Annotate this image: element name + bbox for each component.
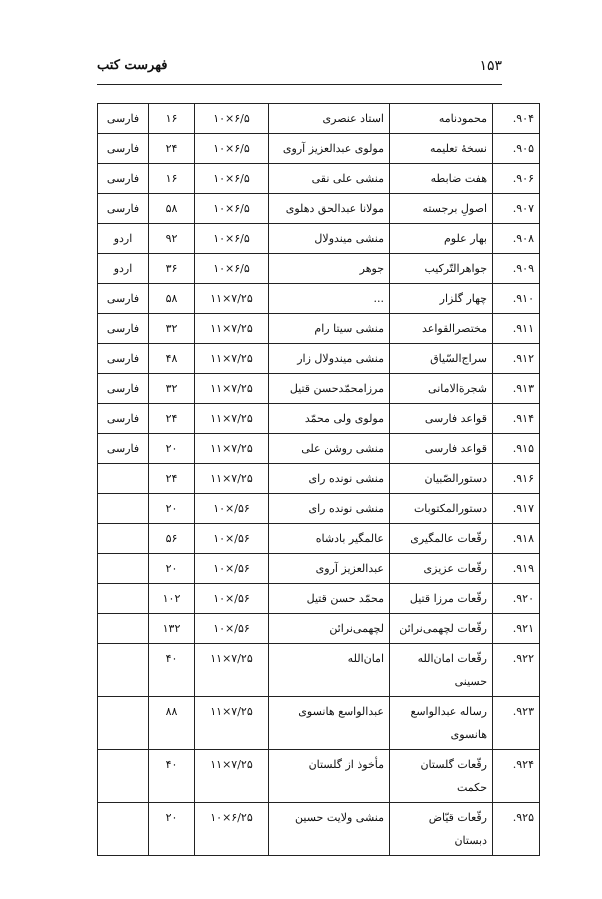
book-title: اصولِ برجسته — [390, 194, 493, 224]
book-language: فارسی — [98, 374, 149, 404]
book-language — [98, 464, 149, 494]
table-row — [98, 644, 540, 697]
entry-number: ۹۲۱. — [493, 614, 540, 644]
book-author: محمّد حسن قتیل — [269, 584, 390, 614]
entry-number: ۹۲۴. — [493, 750, 540, 803]
book-language: فارسی — [98, 164, 149, 194]
book-title: محمودنامه — [390, 104, 493, 134]
book-title: جواهرالتّرکیب — [390, 254, 493, 284]
table-row — [98, 554, 540, 584]
book-size: ۱۰×۶/۵ — [195, 104, 269, 134]
entry-number: ۹۱۳. — [493, 374, 540, 404]
page-count: ۴۸ — [149, 344, 195, 374]
table-row — [98, 374, 540, 404]
page-count: ۱۳۲ — [149, 614, 195, 644]
table-row — [98, 104, 540, 134]
book-author: مولانا عبدالحق دهلوی — [269, 194, 390, 224]
book-size: ۱۰×۶/۵ — [195, 164, 269, 194]
book-language — [98, 524, 149, 554]
table-row — [98, 254, 540, 284]
entry-number: ۹۰۸. — [493, 224, 540, 254]
book-title: نسخهٔ تعلیمه — [390, 134, 493, 164]
book-title: رقّعات قیّاض دبستان — [390, 803, 493, 856]
page-count: ۴۰ — [149, 750, 195, 803]
page-number: ۱۵۳ — [479, 58, 502, 74]
book-author: منشی ولایت حسین — [269, 803, 390, 856]
table-row — [98, 314, 540, 344]
book-author: مولوی عبدالعزیز آروی — [269, 134, 390, 164]
book-language: فارسی — [98, 314, 149, 344]
book-author: منشی سیتا رام — [269, 314, 390, 344]
book-language: فارسی — [98, 404, 149, 434]
book-author: استاد عنصری — [269, 104, 390, 134]
table-row — [98, 614, 540, 644]
page-count: ۱۶ — [149, 164, 195, 194]
book-title: قواعد فارسی — [390, 404, 493, 434]
table-row — [98, 344, 540, 374]
book-language — [98, 750, 149, 803]
book-author: عبدالعزیز آروی — [269, 554, 390, 584]
page-count: ۳۶ — [149, 254, 195, 284]
book-author: مأخوذ از گلستان — [269, 750, 390, 803]
book-size: ۱۱×۷/۲۵ — [195, 750, 269, 803]
book-language: فارسی — [98, 284, 149, 314]
book-author: منشی نونده رای — [269, 494, 390, 524]
table-row — [98, 697, 540, 750]
entry-number: ۹۲۵. — [493, 803, 540, 856]
book-language — [98, 614, 149, 644]
book-language — [98, 803, 149, 856]
entry-number: ۹۱۶. — [493, 464, 540, 494]
book-title: رقّعات عزیزی — [390, 554, 493, 584]
book-size: ۱۰×۶/۲۵ — [195, 803, 269, 856]
page-count: ۲۰ — [149, 494, 195, 524]
book-size: ۱۰×۶/۵ — [195, 224, 269, 254]
page-count: ۵۸ — [149, 194, 195, 224]
book-author: مولوی ولی محمّد — [269, 404, 390, 434]
page-count: ۸۸ — [149, 697, 195, 750]
page-count: ۲۴ — [149, 464, 195, 494]
table-row — [98, 164, 540, 194]
book-catalog-table — [97, 103, 540, 856]
page-count: ۵۶ — [149, 524, 195, 554]
book-size: ۱۰×/۵۶ — [195, 494, 269, 524]
book-title: رقّعات امان‌الله حسینی — [390, 644, 493, 697]
book-title: شجرةالامانی — [390, 374, 493, 404]
book-author: منشی روشن علی — [269, 434, 390, 464]
page-header — [97, 58, 502, 80]
book-size: ۱۱×۷/۲۵ — [195, 374, 269, 404]
book-size: ۱۱×۷/۲۵ — [195, 697, 269, 750]
book-author: عبدالواسع هانسوی — [269, 697, 390, 750]
page-count: ۲۰ — [149, 554, 195, 584]
book-author: لچهمی‌نرائن — [269, 614, 390, 644]
table-row — [98, 750, 540, 803]
table-row — [98, 194, 540, 224]
book-title: قواعد فارسی — [390, 434, 493, 464]
book-size: ۱۰×۶/۵ — [195, 194, 269, 224]
entry-number: ۹۱۵. — [493, 434, 540, 464]
page-count: ۱۶ — [149, 104, 195, 134]
entry-number: ۹۰۶. — [493, 164, 540, 194]
entry-number: ۹۰۵. — [493, 134, 540, 164]
page-count: ۳۲ — [149, 314, 195, 344]
book-title: دستورالمکتوبات — [390, 494, 493, 524]
book-size: ۱۰×۶/۵ — [195, 134, 269, 164]
book-title: چهار گلزار — [390, 284, 493, 314]
book-author: عالمگیر بادشاه — [269, 524, 390, 554]
entry-number: ۹۱۲. — [493, 344, 540, 374]
entry-number: ۹۰۷. — [493, 194, 540, 224]
entry-number: ۹۱۱. — [493, 314, 540, 344]
book-author: منشی میندولال — [269, 224, 390, 254]
table-row — [98, 434, 540, 464]
page-count: ۴۰ — [149, 644, 195, 697]
book-title: بهار علوم — [390, 224, 493, 254]
book-author: منشی علی نقی — [269, 164, 390, 194]
page-count: ۲۰ — [149, 803, 195, 856]
book-author: منشی نونده رای — [269, 464, 390, 494]
book-title: سراج‌السّیاق — [390, 344, 493, 374]
table-row — [98, 494, 540, 524]
table-row — [98, 134, 540, 164]
table-row — [98, 284, 540, 314]
book-language: اردو — [98, 224, 149, 254]
entry-number: ۹۱۴. — [493, 404, 540, 434]
table-row — [98, 404, 540, 434]
book-language: اردو — [98, 254, 149, 284]
table-row — [98, 803, 540, 856]
entry-number: ۹۱۹. — [493, 554, 540, 584]
entry-number: ۹۲۰. — [493, 584, 540, 614]
page-count: ۹۲ — [149, 224, 195, 254]
book-language: فارسی — [98, 344, 149, 374]
book-size: ۱۱×۷/۲۵ — [195, 434, 269, 464]
page-title: فهرست کتب — [97, 58, 168, 73]
book-title: رقّعات عالمگیری — [390, 524, 493, 554]
entry-number: ۹۱۸. — [493, 524, 540, 554]
table-row — [98, 224, 540, 254]
book-author: منشی میندولال زار — [269, 344, 390, 374]
book-size: ۱۰×/۵۶ — [195, 554, 269, 584]
book-size: ۱۱×۷/۲۵ — [195, 284, 269, 314]
entry-number: ۹۰۴. — [493, 104, 540, 134]
book-language — [98, 644, 149, 697]
book-size: ۱۰×/۵۶ — [195, 524, 269, 554]
book-language — [98, 554, 149, 584]
table-row — [98, 584, 540, 614]
book-title: رساله عبدالواسع هانسوی — [390, 697, 493, 750]
page-count: ۳۲ — [149, 374, 195, 404]
book-size: ۱۱×۷/۲۵ — [195, 344, 269, 374]
entry-number: ۹۲۳. — [493, 697, 540, 750]
entry-number: ۹۱۷. — [493, 494, 540, 524]
book-size: ۱۰×/۵۶ — [195, 614, 269, 644]
book-language: فارسی — [98, 194, 149, 224]
header-rule — [97, 84, 502, 85]
book-author: ... — [269, 284, 390, 314]
table-row — [98, 464, 540, 494]
book-size: ۱۰×۶/۵ — [195, 254, 269, 284]
book-size: ۱۱×۷/۲۵ — [195, 314, 269, 344]
book-author: جوهر — [269, 254, 390, 284]
book-title: هفت ضابطه — [390, 164, 493, 194]
book-title: رقّعات گلستان حکمت — [390, 750, 493, 803]
page-count: ۵۸ — [149, 284, 195, 314]
book-size: ۱۱×۷/۲۵ — [195, 644, 269, 697]
page-count: ۲۰ — [149, 434, 195, 464]
page-count: ۲۴ — [149, 134, 195, 164]
table-row — [98, 524, 540, 554]
book-language — [98, 494, 149, 524]
page-count: ۲۴ — [149, 404, 195, 434]
book-title: رقّعات مرزا قتیل — [390, 584, 493, 614]
entry-number: ۹۲۲. — [493, 644, 540, 697]
book-title: مختصرالقواعد — [390, 314, 493, 344]
book-language — [98, 697, 149, 750]
page-count: ۱۰۲ — [149, 584, 195, 614]
entry-number: ۹۰۹. — [493, 254, 540, 284]
entry-number: ۹۱۰. — [493, 284, 540, 314]
book-author: امان‌الله — [269, 644, 390, 697]
book-language: فارسی — [98, 134, 149, 164]
book-language: فارسی — [98, 434, 149, 464]
book-language: فارسی — [98, 104, 149, 134]
book-language — [98, 584, 149, 614]
book-size: ۱۰×/۵۶ — [195, 584, 269, 614]
book-author: مرزامحمّدحسن قتیل — [269, 374, 390, 404]
book-title: رقّعات لچهمی‌نرائن — [390, 614, 493, 644]
book-size: ۱۱×۷/۲۵ — [195, 464, 269, 494]
book-title: دستورالصّبیان — [390, 464, 493, 494]
book-size: ۱۱×۷/۲۵ — [195, 404, 269, 434]
